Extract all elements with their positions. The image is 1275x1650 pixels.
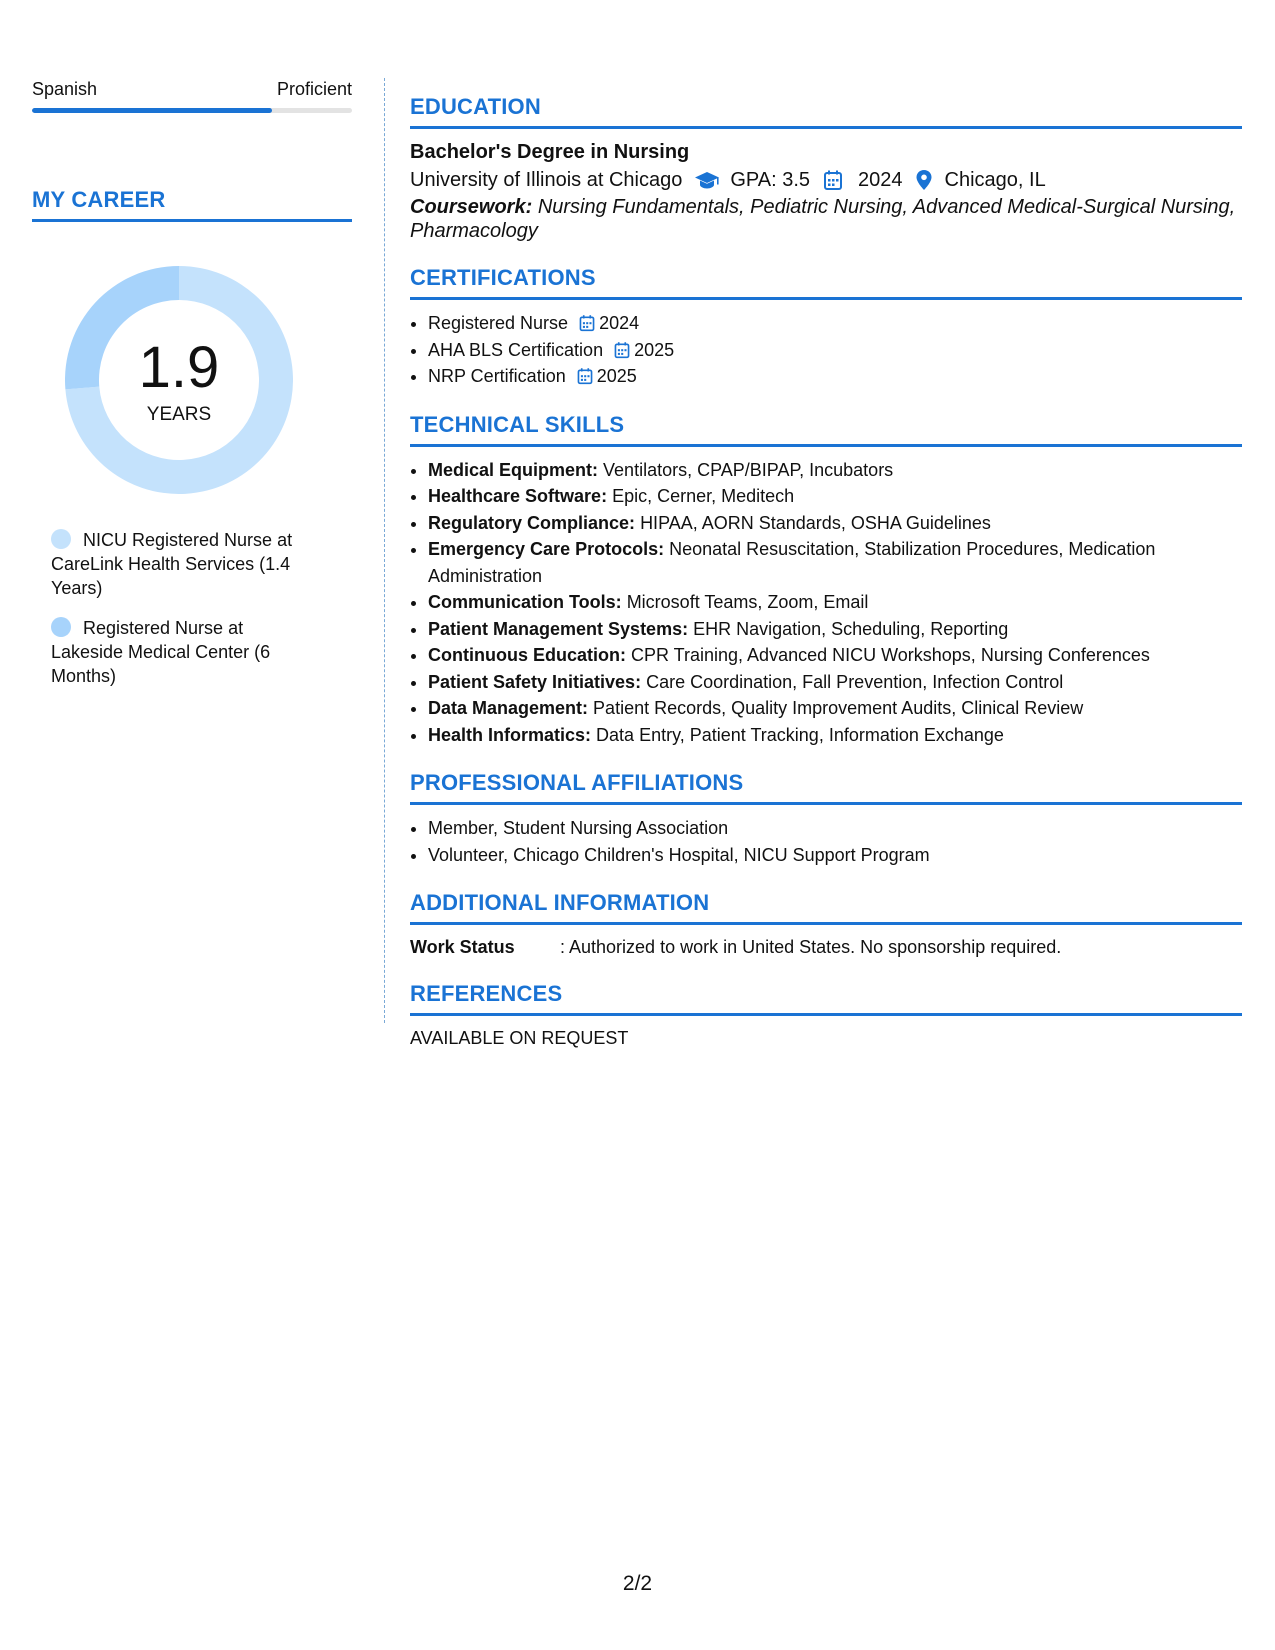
career-legend <box>51 528 311 688</box>
language-proficiency-fill <box>32 108 272 113</box>
skill-item <box>428 642 1242 669</box>
education-section-title: EDUCATION <box>410 94 1242 129</box>
skill-item <box>428 457 1242 484</box>
skill-label: Continuous Education: <box>428 645 626 665</box>
language-proficiency-bar <box>32 108 352 113</box>
references-block <box>410 1026 1242 1050</box>
degree-title: Bachelor's Degree in Nursing <box>410 141 690 163</box>
calendar-icon <box>613 340 631 358</box>
page-number: 2/2 <box>622 1572 653 1595</box>
graduation-year: 2024 <box>858 169 903 191</box>
coursework-list: Nursing Fundamentals, Pediatric Nursing, Advanced Medical-Surgical Nursing, Pharmacology <box>410 196 1236 242</box>
career-section-title: MY CAREER <box>32 187 352 222</box>
skill-item <box>428 510 1242 537</box>
affiliations-section-title: PROFESSIONAL AFFILIATIONS <box>410 770 1242 805</box>
skill-value: Neonatal Resuscitation, Stabilization Procedures, Medication Administration <box>428 539 1156 586</box>
skill-value: Ventilators, CPAP/BIPAP, Incubators <box>603 459 894 480</box>
career-legend-item <box>51 528 311 600</box>
skill-label: Regulatory Compliance: <box>428 512 636 533</box>
right-column <box>410 94 1242 1072</box>
education-entry <box>410 139 1242 243</box>
certification-year: 2025 <box>596 366 637 386</box>
skill-label: Patient Safety Initiatives: <box>428 671 642 692</box>
skill-value: HIPAA, AORN Standards, OSHA Guidelines <box>640 512 991 533</box>
skill-label: Communication Tools: <box>428 592 622 612</box>
skill-label: Data Management: <box>428 698 589 718</box>
skill-item <box>428 589 1242 616</box>
work-status-value: : Authorized to work in United States. No sponsorship required. <box>560 937 1062 957</box>
school-name: University of Illinois at Chicago <box>410 169 683 191</box>
certification-year: 2025 <box>634 339 675 360</box>
skill-value: CPR Training, Advanced NICU Workshops, Nursing Conferences <box>631 645 1150 665</box>
skill-value: Microsoft Teams, Zoom, Email <box>626 592 869 612</box>
certification-item <box>428 337 1242 364</box>
additional-block <box>410 935 1242 959</box>
skill-value: Data Entry, Patient Tracking, Information Exchange <box>596 724 1004 745</box>
skill-label: Emergency Care Protocols: <box>428 539 665 559</box>
skill-value: Epic, Cerner, Meditech <box>612 486 795 506</box>
skill-label: Medical Equipment: <box>428 459 599 480</box>
skill-value: Patient Records, Quality Improvement Audits, Clinical Review <box>593 698 1084 718</box>
career-total-value: 1.9 <box>138 335 220 400</box>
affiliations-list <box>410 815 1242 868</box>
career-donut-chart <box>65 266 293 494</box>
skills-block <box>410 457 1242 749</box>
career-legend-text: Registered Nurse at Lakeside Medical Center (6 Months) <box>51 618 271 686</box>
education-details <box>410 165 1242 195</box>
skill-item <box>428 695 1242 722</box>
skill-item <box>428 483 1242 510</box>
map-pin-icon <box>915 169 935 191</box>
career-legend-text: NICU Registered Nurse at CareLink Health Services (1.4 Years) <box>51 530 293 598</box>
legend-dot <box>51 617 71 637</box>
skill-item <box>428 616 1242 643</box>
references-text: AVAILABLE ON REQUEST <box>410 1028 629 1048</box>
certifications-list <box>410 310 1242 390</box>
affiliations-block <box>410 815 1242 868</box>
gpa: GPA: 3.5 <box>730 169 811 191</box>
certification-name: Registered Nurse <box>428 313 569 333</box>
language-item <box>32 78 352 113</box>
certifications-section-title: CERTIFICATIONS <box>410 265 1242 300</box>
skill-item <box>428 669 1242 696</box>
language-level: Proficient <box>276 79 352 99</box>
certification-year: 2024 <box>599 313 640 333</box>
left-column <box>32 78 352 704</box>
column-divider <box>384 78 385 1023</box>
skills-section-title: TECHNICAL SKILLS <box>410 412 1242 447</box>
certification-name: NRP Certification <box>428 366 566 386</box>
calendar-icon <box>822 169 848 191</box>
legend-dot <box>51 529 71 549</box>
skill-label: Patient Management Systems: <box>428 618 689 639</box>
graduation-cap-icon <box>694 169 720 191</box>
career-total-unit: YEARS <box>146 404 212 425</box>
skill-item <box>428 722 1242 749</box>
coursework-label: Coursework: <box>410 196 533 218</box>
calendar-icon <box>576 366 594 384</box>
skill-item <box>428 536 1242 589</box>
list-item: • Volunteer, Chicago Children's Hospital, NICU Support Program <box>428 842 1242 869</box>
references-section-title: REFERENCES <box>410 981 1242 1016</box>
certification-name: AHA BLS Certification <box>428 339 604 360</box>
certification-item <box>428 363 1242 390</box>
certifications-block <box>410 310 1242 390</box>
calendar-icon <box>578 313 596 331</box>
list-item: • Member, Student Nursing Association <box>428 815 1242 842</box>
certification-item <box>428 310 1242 337</box>
language-name: Spanish <box>32 79 98 99</box>
skill-value: Care Coordination, Fall Prevention, Infection Control <box>646 671 1064 692</box>
skill-label: Healthcare Software: <box>428 486 608 506</box>
skill-label: Health Informatics: <box>428 724 592 745</box>
skill-value: EHR Navigation, Scheduling, Reporting <box>693 618 1009 639</box>
coursework <box>410 195 1242 243</box>
additional-section-title: ADDITIONAL INFORMATION <box>410 890 1242 925</box>
career-legend-item <box>51 616 311 688</box>
skills-list <box>410 457 1242 749</box>
school-location: Chicago, IL <box>944 169 1046 191</box>
work-status-label: Work Status <box>410 937 515 957</box>
